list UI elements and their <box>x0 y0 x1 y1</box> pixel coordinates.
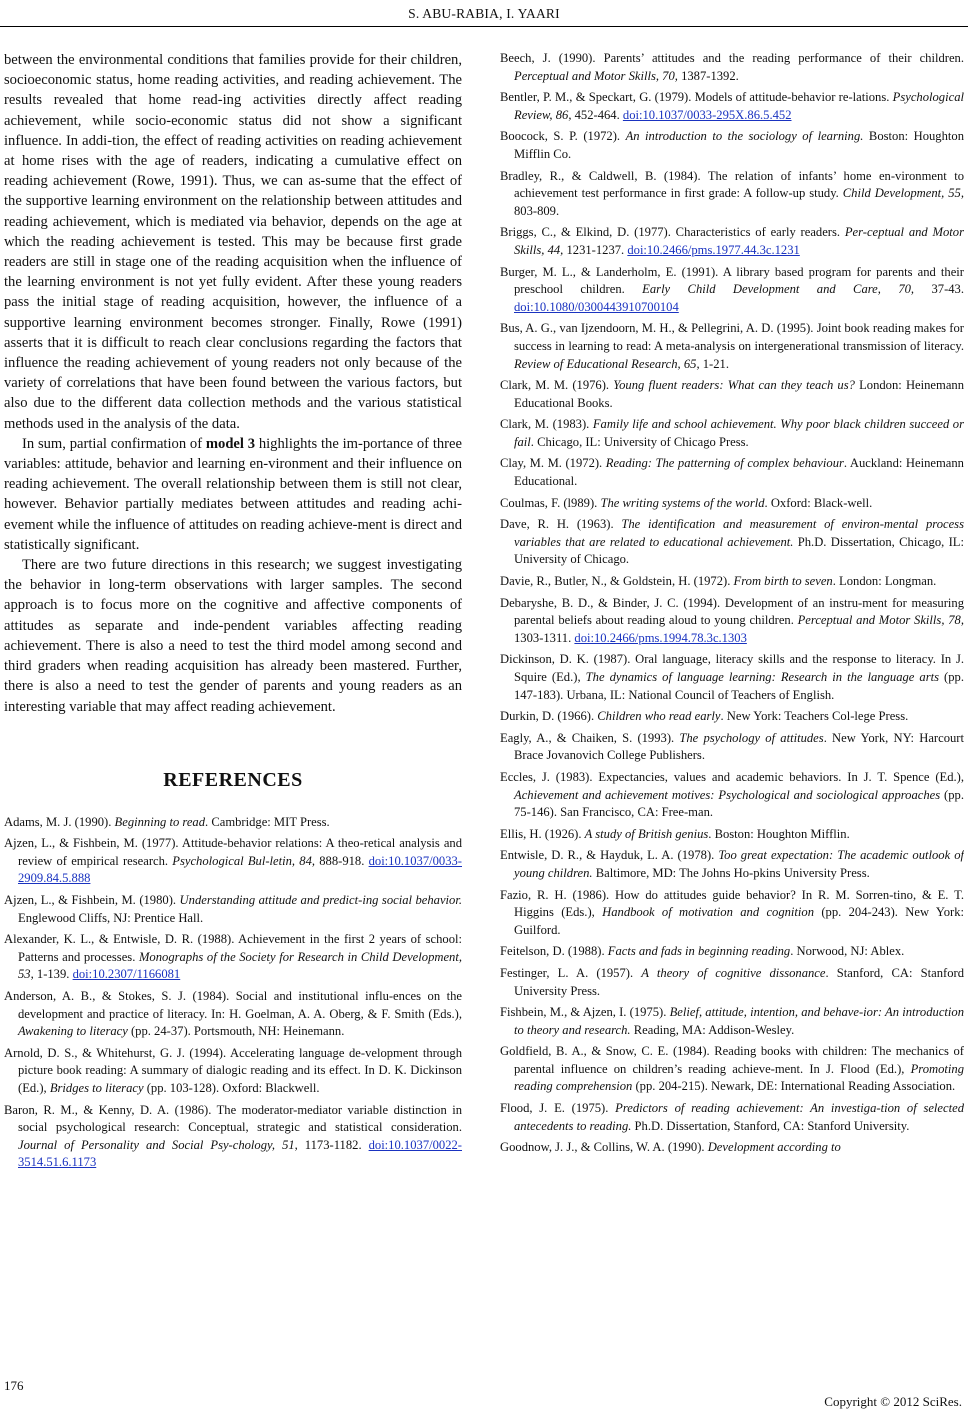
left-column <box>4 50 462 1370</box>
reference-italic-title: Promoting reading comprehension <box>514 1061 964 1094</box>
p2-lead: In sum, partial confirmation of <box>22 435 206 452</box>
doi-link[interactable]: doi:10.2466/pms.1977.44.3c.1231 <box>627 242 800 257</box>
reference-entry <box>500 1043 964 1096</box>
page-number: 176 <box>4 1378 24 1393</box>
reference-italic-title: A study of British genius <box>584 826 709 841</box>
reference-details: . Oxford: Black-well. <box>764 495 873 510</box>
reference-italic-title: Reading: The patterning of complex behaviour <box>605 456 844 471</box>
reference-details: (pp. 24-37). Portsmouth, NH: Heinemann. <box>127 1024 345 1039</box>
doi-link[interactable]: doi:10.2466/pms.1994.78.3c.1303 <box>574 630 747 645</box>
reference-entry <box>500 416 964 451</box>
reference-details: . London: Longman. <box>832 574 937 589</box>
reference-italic-title: Young fluent readers: What can they teach us? <box>613 378 855 393</box>
reference-details: . New York: Teachers Col-lege Press. <box>720 709 909 724</box>
reference-details: 1303-1311. <box>514 630 575 645</box>
reference-entry <box>500 320 964 373</box>
reference-text: Flood, J. E. (1975). <box>500 1101 616 1116</box>
doi-link[interactable]: doi:10.2307/1166081 <box>72 967 181 982</box>
reference-details: 452-464. <box>571 107 623 122</box>
reference-details: Englewood Cliffs, NJ: Prentice Hall. <box>18 910 204 925</box>
reference-entry <box>500 495 964 513</box>
reference-details: 37-43. <box>914 282 964 297</box>
reference-text: Adams, M. J. (1990). <box>4 814 115 829</box>
reference-entry <box>4 1045 462 1098</box>
body-paragraph-3: There are two future directions in this research; we suggest investigating the behavior in long-term observations with larger samples. The second approach is to focus more on the cognitive and affective components of attitudes as separate and inde-pendent variables affecting reading achievement. There is also a need to test the third model among second and third graders when reading acquisition has already been mastered. Further, there is also a need to test the gender of parents and young readers as an interesting variable that may affect reading achievement. <box>4 557 462 715</box>
reference-entry <box>4 988 462 1041</box>
reference-entry <box>500 455 964 490</box>
reference-text: Fishbein, M., & Ajzen, I. (1975). <box>500 1005 670 1020</box>
reference-italic-title: An introduction to the sociology of learning. <box>625 129 864 144</box>
reference-details: . Chicago, IL: University of Chicago Press. <box>530 434 749 449</box>
reference-italic-title: Bridges to literacy <box>49 1081 144 1096</box>
reference-text: Arnold, D. S., & Whitehurst, G. J. (1994). Accelerating language de-velopment through picture book reading: A summary of dialogic reading and its effect. In D. K. Dickinson (Ed.), <box>4 1045 462 1096</box>
reference-text: Goldfield, B. A., & Snow, C. E. (1984). Reading books with children: The mechanics of parental influence on children’s reading achieve-ment. In J. Flood (Ed.), <box>500 1044 964 1076</box>
reference-entry <box>500 1139 964 1157</box>
reference-entry <box>500 708 964 726</box>
reference-entry <box>4 835 462 888</box>
reference-text: Fazio, R. H. (1986). How do attitudes guide behavior? In R. M. Sorren-tino, & E. T. Higgins (Eds.), <box>500 887 964 920</box>
body-paragraph-1: between the environmental conditions that families provide for their children, socioeconomic status, home reading activities, and reading achievement. The results revealed that home read-ing activities directly affect reading achievement, while socio-economic status did not show a significant influence. In addi-tion, the effect of reading activities on reading achievement at home rises with the age of readers, indicating a cumulative effect on reading achievement (Rowe, 1991). Thus, we can as-sume that the effect of the supportive learning environment on the relationship between attitudes and reading achievement, which is mediated via behavior, depends on the age at which the reading achievement is tested. This may be because first grade readers are still in stage one of the reading acquisition when the influence of the learning environment is not yet fully evident. After these young readers pass the initial stage of reading acquisition, however, the influence of a supportive learning environment becomes stronger. Finally, Rowe (1991) asserts that it is difficult to reach clear conclusions regarding the factors that influence the reading achievement of young readers not only because of the variety of correlations that have been found between the various factors, but also due to the different data collection methods and the various statistical methods used in the analysis of the data. <box>4 52 462 432</box>
p2-bold-term: model 3 <box>205 435 256 452</box>
reference-entry <box>500 516 964 569</box>
reference-text: Burger, M. L., & Landerholm, E. (1991). A library based program for parents and their preschool children. <box>500 264 964 297</box>
reference-text: Coulmas, F. (l989). <box>500 495 601 510</box>
reference-entry <box>500 730 964 765</box>
reference-text: Bus, A. G., van Ijzendoorn, M. H., & Pellegrini, A. D. (1995). Joint book reading makes for success in learning to read: A meta-analysis on intergenerational transmission of literacy. <box>500 321 964 353</box>
reference-entry <box>500 1004 964 1039</box>
reference-entry <box>500 50 964 85</box>
reference-details: 1-139. <box>33 967 73 982</box>
doi-link[interactable]: doi:10.1037/0033-2909.84.5.888 <box>18 853 462 886</box>
reference-text: Boocock, S. P. (1972). <box>500 129 626 144</box>
reference-italic-title: Development according to <box>707 1140 841 1155</box>
reference-text: Feitelson, D. (1988). <box>500 944 608 959</box>
reference-text: Dave, R. H. (1963). <box>500 517 622 532</box>
reference-text: Debaryshe, B. D., & Binder, J. C. (1994). Development of an instru-ment for measuring parental beliefs about reading aloud to young children. <box>500 595 964 628</box>
reference-italic-title: Perceptual and Motor Skills, 70, <box>514 68 678 83</box>
reference-italic-title: A theory of cognitive dissonance <box>641 965 826 980</box>
reference-details: Boston: Houghton Mifflin Co. <box>514 129 964 161</box>
reference-entry <box>500 168 964 221</box>
reference-text: Davie, R., Butler, N., & Goldstein, H. (1972). <box>500 574 734 589</box>
reference-text: Clark, M. (1983). <box>500 417 593 432</box>
reference-italic-title: From birth to seven <box>733 574 833 589</box>
reference-italic-title: Family life and school achievement. Why poor black children succeed or fail <box>514 417 964 449</box>
reference-entry <box>500 377 964 412</box>
reference-italic-title: Achievement and achievement motives: Psychological and sociological approaches <box>514 787 941 802</box>
reference-details: 1387-1392. <box>677 68 739 83</box>
reference-italic-title: The identification and measurement of environ-mental process variables that are related to educational achievement. <box>514 517 964 549</box>
p2-rest: highlights the im-portance of three variables: attitude, behavior and learning en-vironment and their influence on reading achievement. The overall relationship between them is still not clear, however. Behavior partially mediates between attitudes and reading achi-evement while the influence of attitudes on reading achieve-ment is direct and statistically significant. <box>4 435 462 553</box>
reference-italic-title: Too great expectation: The academic outlook of young children. <box>514 848 964 880</box>
copyright-notice: Copyright © 2012 SciRes. <box>824 1394 962 1409</box>
reference-details: (pp. 75-146). San Francisco, CA: Free-man. <box>514 787 964 820</box>
right-column <box>500 50 964 1370</box>
reference-text: Ajzen, L., & Fishbein, M. (1980). <box>4 893 180 908</box>
reference-text: Goodnow, J. J., & Collins, W. A. (1990). <box>500 1140 708 1155</box>
reference-text: Ellis, H. (1926). <box>500 826 585 841</box>
reference-italic-title: The dynamics of language learning: Research in the language arts <box>585 670 940 684</box>
reference-entry <box>500 887 964 940</box>
reference-details: 888-918. <box>315 853 369 868</box>
reference-italic-title: Review of Educational Research, 65, <box>514 356 700 371</box>
header-rule <box>0 26 968 27</box>
reference-entry <box>4 814 462 832</box>
reference-details: (pp. 147-183). Urbana, IL: National Council of Teachers of English. <box>514 670 964 702</box>
reference-entry <box>4 1102 462 1172</box>
reference-entry <box>500 1100 964 1135</box>
reference-entry <box>500 769 964 822</box>
reference-italic-title: Psychological Bul-letin, 84, <box>172 853 316 868</box>
reference-entry <box>500 847 964 882</box>
reference-italic-title: Children who read early <box>597 709 721 724</box>
reference-italic-title: Predictors of reading achievement: An investiga-tion of selected antecedents to reading. <box>514 1101 964 1133</box>
reference-text: Briggs, C., & Elkind, D. (1977). Characteristics of early readers. <box>500 225 845 240</box>
reference-entry <box>500 224 964 259</box>
reference-text: Alexander, K. L., & Entwisle, D. R. (1988). Achievement in the first 2 years of school: Patterns and processes. <box>4 932 462 964</box>
reference-text: Entwisle, D. R., & Hayduk, L. A. (1978). <box>500 848 719 863</box>
reference-italic-title: Child Development, 55, <box>842 186 964 201</box>
reference-details: . New York, NY: Harcourt Brace Jovanovich College Publishers. <box>514 730 964 763</box>
reference-entry <box>4 931 462 984</box>
reference-italic-title: Handbook of motivation and cognition <box>602 905 815 920</box>
reference-italic-title: Perceptual and Motor Skills, 78, <box>797 613 964 628</box>
reference-text: Festinger, L. A. (1957). <box>500 965 642 980</box>
reference-details: 803-809. <box>514 203 560 218</box>
reference-entry <box>4 892 462 927</box>
reference-entry <box>500 595 964 648</box>
reference-text: Bradley, R., & Caldwell, B. (1984). The relation of infants’ home en-vironment to achievement test performance in first grade: A follow-up study. <box>500 168 964 201</box>
reference-text: Beech, J. (1990). Parents’ attitudes and the reading performance of their children. <box>500 51 964 65</box>
reference-italic-title: Understanding attitude and predict-ing social behavior. <box>179 893 462 908</box>
reference-details: . Norwood, NJ: Ablex. <box>790 944 905 959</box>
references-list-right <box>500 50 964 1157</box>
references-heading: REFERENCES <box>163 768 303 791</box>
reference-entry <box>500 965 964 1000</box>
references-list-left <box>4 814 462 1172</box>
reference-entry <box>500 128 964 163</box>
reference-entry <box>500 826 964 844</box>
reference-italic-title: Awakening to literacy <box>18 1024 128 1039</box>
reference-details: . Stanford, CA: Stanford University Press. <box>514 965 964 998</box>
reference-italic-title: The psychology of attitudes <box>679 730 824 745</box>
reference-text: Eccles, J. (1983). Expectancies, values and academic behaviors. In J. T. Spence (Ed.), <box>500 769 964 784</box>
reference-details: Baltimore, MD: The Johns Ho-pkins University Press. <box>592 865 870 880</box>
running-header: S. ABU-RABIA, I. YAARI <box>408 6 560 21</box>
reference-entry <box>500 943 964 961</box>
reference-entry <box>500 651 964 704</box>
reference-details: Ph.D. Dissertation, Stanford, CA: Stanford University. <box>631 1118 910 1133</box>
reference-italic-title: The writing systems of the world <box>600 495 765 510</box>
reference-details: 1231-1237. <box>563 242 628 257</box>
reference-italic-title: Early Child Development and Care, 70, <box>642 282 915 297</box>
reference-text: Dickinson, D. K. (1987). Oral language, literacy skills and the response to literacy. In J. Squire (Ed.), <box>500 652 964 684</box>
reference-text: Durkin, D. (1966). <box>500 709 598 724</box>
reference-details: (pp. 204-215). Newark, DE: International Reading Association. <box>632 1079 956 1094</box>
reference-italic-title: Per-ceptual and Motor Skills, 44, <box>514 225 964 257</box>
reference-details: Reading, MA: Addison-Wesley. <box>630 1022 795 1037</box>
reference-details: (pp. 204-243). New York: Guilford. <box>514 905 964 937</box>
reference-details: . Boston: Houghton Mifflin. <box>708 826 850 841</box>
reference-italic-title: Psychological Review, 86, <box>514 90 964 122</box>
reference-text: Bentler, P. M., & Speckart, G. (1979). Models of attitude-behavior re-lations. <box>500 90 893 105</box>
reference-details: 1-21. <box>699 356 729 371</box>
reference-text: Clay, M. M. (1972). <box>500 456 606 471</box>
reference-details: (pp. 103-128). Oxford: Blackwell. <box>143 1081 320 1096</box>
reference-italic-title: Facts and fads in beginning reading <box>607 944 791 959</box>
reference-details: Ph.D. Dissertation, Chicago, IL: University of Chicago. <box>514 534 964 567</box>
reference-text: Baron, R. M., & Kenny, D. A. (1986). The moderator-mediator variable distinction in social psychological research: Conceptual, strategic and statistical consideration. <box>4 1102 462 1135</box>
reference-italic-title: Journal of Personality and Social Psy-chology, 51, <box>18 1137 298 1152</box>
doi-link[interactable]: doi:10.1080/0300443910700104 <box>514 299 679 314</box>
reference-entry <box>500 264 964 317</box>
reference-details: London: Heinemann Educational Books. <box>514 378 964 410</box>
reference-text: Clark, M. M. (1976). <box>500 378 614 393</box>
reference-details: . Cambridge: MIT Press. <box>205 814 330 829</box>
reference-entry <box>500 573 964 591</box>
reference-text: Eagly, A., & Chaiken, S. (1993). <box>500 730 680 745</box>
doi-link[interactable]: doi:10.1037/0033-295X.86.5.452 <box>622 107 792 122</box>
reference-text: Anderson, A. B., & Stokes, S. J. (1984). Social and institutional influ-ences on the development and practice of literacy. In: H. Goelman, A. A. Oberg, & F. Smith (Eds.), <box>4 989 462 1021</box>
reference-italic-title: Monographs of the Society for Research in Child Development, 53, <box>18 949 462 982</box>
reference-entry <box>500 89 964 124</box>
reference-text: Ajzen, L., & Fishbein, M. (1977). Attitude-behavior relations: A theo-retical analysis and review of empirical research. <box>4 836 462 868</box>
doi-link[interactable]: doi:10.1037/0022-3514.51.6.1173 <box>18 1137 462 1170</box>
body-paragraph-2 <box>4 434 462 555</box>
reference-italic-title: Beginning to read <box>114 814 206 829</box>
reference-details: 1173-1182. <box>297 1137 369 1152</box>
reference-details: . Auckland: Heinemann Educational. <box>514 456 964 489</box>
reference-italic-title: Belief, attitude, intention, and behave-ior: An introduction to theory and research. <box>514 1005 964 1037</box>
